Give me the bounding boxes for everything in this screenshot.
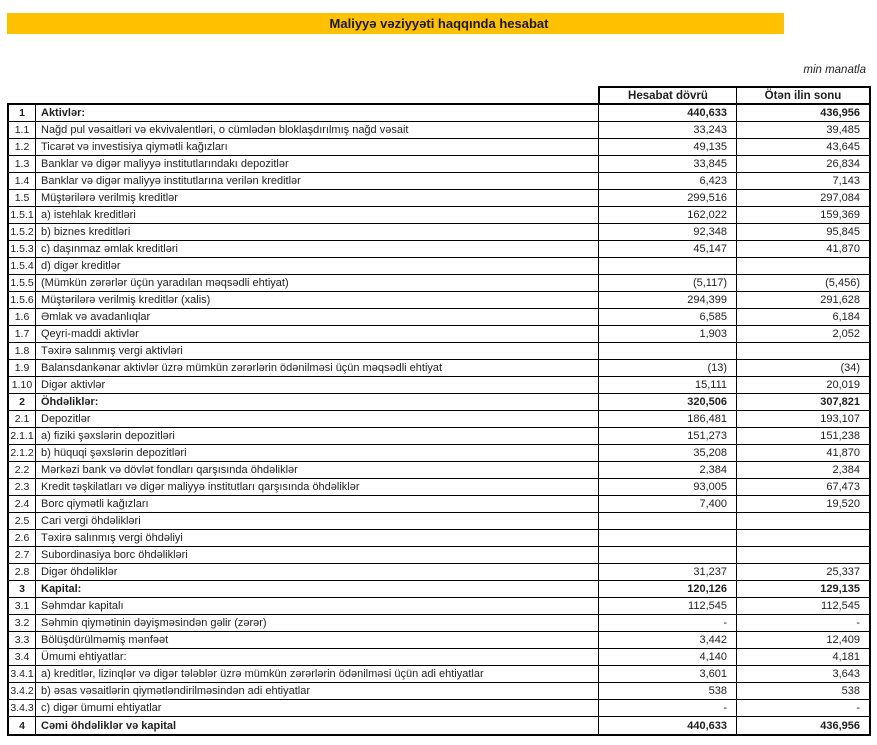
row-label: Banklar və digər maliyyə institutlarına verilən kreditlər (41, 175, 301, 187)
value-previous: 43,645 (736, 139, 869, 155)
row-number: 3.1 (9, 598, 36, 614)
value-previous: 193,107 (736, 411, 869, 427)
row-label: (Mümkün zərərlər üçün yaradılan məqsədli ehtiyat) (41, 277, 289, 289)
value-previous: 19,520 (736, 496, 869, 512)
value-current (598, 343, 736, 359)
row-label: Təxirə salınmış vergi aktivləri (41, 345, 183, 357)
value-current: 538 (598, 683, 736, 699)
value-current (598, 513, 736, 529)
row-label: Səhmdar kapitalı (41, 600, 124, 612)
value-previous: 67,473 (736, 479, 869, 495)
value-previous: - (736, 615, 869, 631)
value-previous: 95,845 (736, 224, 869, 240)
row-number: 4 (9, 717, 36, 734)
table-row (9, 190, 869, 207)
value-previous (736, 530, 869, 546)
value-previous: 12,409 (736, 632, 869, 648)
row-number: 2 (9, 394, 36, 410)
row-number: 1.5 (9, 190, 36, 206)
row-number: 1.3 (9, 156, 36, 172)
value-previous: - (736, 700, 869, 716)
row-number: 2.7 (9, 547, 36, 563)
row-number: 1.9 (9, 360, 36, 376)
value-previous: 112,545 (736, 598, 869, 614)
value-previous: 159,369 (736, 207, 869, 223)
row-label: a) istehlak kreditləri (41, 209, 136, 221)
value-previous: 4,181 (736, 649, 869, 665)
table-row (9, 496, 869, 513)
row-number: 3.4.3 (9, 700, 36, 716)
row-number: 2.8 (9, 564, 36, 580)
value-current: 151,273 (598, 428, 736, 444)
value-current: 93,005 (598, 479, 736, 495)
value-previous: 41,870 (736, 241, 869, 257)
value-previous: 20,019 (736, 377, 869, 393)
table-row (9, 360, 869, 377)
value-current: 440,633 (598, 105, 736, 121)
value-previous: 436,956 (736, 105, 869, 121)
table-row (9, 462, 869, 479)
value-current: 440,633 (598, 717, 736, 734)
value-current: 320,506 (598, 394, 736, 410)
value-current: 15,111 (598, 377, 736, 393)
unit-note: min manatla (803, 64, 866, 76)
table-row (9, 700, 869, 717)
value-current: 2,384 (598, 462, 736, 478)
row-label: Borc qiymətli kağızları (41, 498, 149, 510)
table-row (9, 173, 869, 190)
table-row (9, 564, 869, 581)
value-current: 120,126 (598, 581, 736, 597)
row-label: Bölüşdürülməmiş mənfəət (41, 634, 169, 646)
value-current: 1,903 (598, 326, 736, 342)
table-row (9, 258, 869, 275)
table-row (9, 513, 869, 530)
row-label: Öhdəliklər: (41, 396, 99, 408)
row-number: 2.2 (9, 462, 36, 478)
row-label: Nağd pul vəsaitləri və ekvivalentləri, o cümlədən bloklaşdırılmış nağd vəsait (41, 124, 409, 136)
row-label: Cəmi öhdəliklər və kapital (41, 719, 177, 732)
table-row (9, 428, 869, 445)
row-label: Digər öhdəliklər (41, 566, 118, 578)
table-row (9, 122, 869, 139)
row-number: 3.4 (9, 649, 36, 665)
table-row (9, 598, 869, 615)
row-number: 3 (9, 581, 36, 597)
column-headers (598, 86, 871, 103)
table-row (9, 445, 869, 462)
row-label: Ümumi ehtiyatlar: (41, 651, 127, 663)
row-label: Səhmin qiymətinin dəyişməsindən gəlir (zərər) (41, 617, 267, 629)
value-previous: 151,238 (736, 428, 869, 444)
value-previous (736, 547, 869, 563)
table-row (9, 207, 869, 224)
row-label: a) fiziki şəxslərin depozitləri (41, 430, 175, 442)
value-current (598, 258, 736, 274)
value-current (598, 530, 736, 546)
row-number: 2.4 (9, 496, 36, 512)
row-label: Cari vergi öhdəlikləri (41, 515, 141, 527)
value-current: 186,481 (598, 411, 736, 427)
row-number: 3.4.2 (9, 683, 36, 699)
row-number: 2.1.1 (9, 428, 36, 444)
value-current: 112,545 (598, 598, 736, 614)
table-row (9, 649, 869, 666)
row-label: Mərkəzi bank və dövlət fondları qarşısında öhdəliklər (41, 464, 298, 476)
table-row (9, 479, 869, 496)
value-current: 294,399 (598, 292, 736, 308)
row-label: Balansdankənar aktivlər üzrə mümkün zərərlərin ödənilməsi üçün məqsədli ehtiyat (41, 362, 443, 374)
row-number: 1.5.1 (9, 207, 36, 223)
value-previous: 436,956 (736, 717, 869, 734)
row-number: 2.3 (9, 479, 36, 495)
value-current: (13) (598, 360, 736, 376)
row-number: 2.1 (9, 411, 36, 427)
table-row (9, 241, 869, 258)
row-number: 3.3 (9, 632, 36, 648)
row-label: Banklar və digər maliyyə institutlarındakı depozitlər (41, 158, 289, 170)
value-previous: 26,834 (736, 156, 869, 172)
value-previous: 39,485 (736, 122, 869, 138)
value-current: 7,400 (598, 496, 736, 512)
value-current: 49,135 (598, 139, 736, 155)
value-previous: 2,052 (736, 326, 869, 342)
row-label: Kredit təşkilatları və digər maliyyə institutları qarşısında öhdəliklər (41, 481, 360, 493)
row-number: 1.5.3 (9, 241, 36, 257)
table-row (9, 666, 869, 683)
row-number: 1.8 (9, 343, 36, 359)
value-current (598, 547, 736, 563)
table-row (9, 547, 869, 564)
table-row (9, 139, 869, 156)
value-previous: 291,628 (736, 292, 869, 308)
row-label: b) əsas vəsaitlərin qiymətləndirilməsindən adi ehtiyatlar (41, 685, 311, 697)
table-row (9, 411, 869, 428)
table-row (9, 105, 869, 122)
row-label: Müştərilərə verilmiş kreditlər (xalis) (41, 294, 211, 306)
row-label: c) daşınmaz əmlak kreditləri (41, 243, 178, 255)
value-current: 35,208 (598, 445, 736, 461)
row-number: 1.4 (9, 173, 36, 189)
value-previous: (5,456) (736, 275, 869, 291)
row-number: 1.7 (9, 326, 36, 342)
row-label: Depozitlər (41, 413, 91, 425)
table-row (9, 683, 869, 700)
row-number: 1.1 (9, 122, 36, 138)
table-row (9, 615, 869, 632)
row-number: 1.5.2 (9, 224, 36, 240)
table-row (9, 156, 869, 173)
row-label: d) digər kreditlər (41, 260, 121, 272)
value-current: 4,140 (598, 649, 736, 665)
col-header-previous-year-end: Ötən ilin sonu (736, 88, 869, 103)
row-number: 1.2 (9, 139, 36, 155)
row-label: Müştərilərə verilmiş kreditlər (41, 192, 178, 204)
table-row (9, 343, 869, 360)
row-label: b) hüquqi şəxslərin depozitləri (41, 447, 187, 459)
row-label: Digər aktivlər (41, 379, 106, 391)
value-previous: 129,135 (736, 581, 869, 597)
row-label: Kapital: (41, 583, 82, 595)
value-previous: 3,643 (736, 666, 869, 682)
row-number: 1.10 (9, 377, 36, 393)
table-row (9, 632, 869, 649)
table-row (9, 224, 869, 241)
value-previous: 2,384 (736, 462, 869, 478)
financial-position-table (7, 103, 871, 736)
value-previous (736, 258, 869, 274)
row-label: Əmlak və avadanlıqlar (41, 311, 151, 323)
row-number: 3.2 (9, 615, 36, 631)
value-current: 92,348 (598, 224, 736, 240)
value-current: - (598, 615, 736, 631)
table-row (9, 377, 869, 394)
value-current: - (598, 700, 736, 716)
row-label: Qeyri-maddi aktivlər (41, 328, 139, 340)
table-row (9, 530, 869, 547)
row-label: Aktivlər: (41, 107, 86, 119)
row-number: 1.5.5 (9, 275, 36, 291)
value-previous: 7,143 (736, 173, 869, 189)
value-current: 162,022 (598, 207, 736, 223)
row-label: b) biznes kreditləri (41, 226, 131, 238)
row-label: Təxirə salınmış vergi öhdəliyi (41, 532, 183, 544)
value-previous: 6,184 (736, 309, 869, 325)
value-previous: 538 (736, 683, 869, 699)
value-previous: 307,821 (736, 394, 869, 410)
table-row (9, 275, 869, 292)
row-label: Subordinasiya borc öhdəlikləri (41, 549, 188, 561)
value-current: 6,423 (598, 173, 736, 189)
row-number: 1.6 (9, 309, 36, 325)
value-current: 33,243 (598, 122, 736, 138)
value-current: 3,442 (598, 632, 736, 648)
col-header-current-period: Hesabat dövrü (628, 89, 708, 102)
value-previous: (34) (736, 360, 869, 376)
row-number: 2.5 (9, 513, 36, 529)
row-number: 1.5.6 (9, 292, 36, 308)
value-previous (736, 343, 869, 359)
table-row (9, 292, 869, 309)
table-row (9, 394, 869, 411)
value-previous: 25,337 (736, 564, 869, 580)
value-current: 299,516 (598, 190, 736, 206)
row-label: c) digər ümumi ehtiyatlar (41, 702, 162, 714)
row-number: 2.1.2 (9, 445, 36, 461)
table-row (9, 309, 869, 326)
value-current: 33,845 (598, 156, 736, 172)
value-previous: 297,084 (736, 190, 869, 206)
value-previous (736, 513, 869, 529)
row-number: 1.5.4 (9, 258, 36, 274)
value-current: 6,585 (598, 309, 736, 325)
table-row (9, 326, 869, 343)
row-label: a) kreditlər, lizinqlər və digər tələblər üzrə mümkün zərərlərin ödənilməsi üçün adi ehtiyatlar (41, 668, 484, 680)
value-current: (5,117) (598, 275, 736, 291)
row-number: 3.4.1 (9, 666, 36, 682)
value-current: 3,601 (598, 666, 736, 682)
table-row (9, 581, 869, 598)
table-body (9, 105, 869, 734)
table-row (9, 717, 869, 734)
value-current: 45,147 (598, 241, 736, 257)
value-previous: 41,870 (736, 445, 869, 461)
row-number: 2.6 (9, 530, 36, 546)
row-number: 1 (9, 105, 36, 121)
row-label: Ticarət və investisiya qiymətli kağızları (41, 141, 228, 153)
report-title: Maliyyə vəziyyəti haqqında hesabat (329, 16, 549, 31)
value-current: 31,237 (598, 564, 736, 580)
